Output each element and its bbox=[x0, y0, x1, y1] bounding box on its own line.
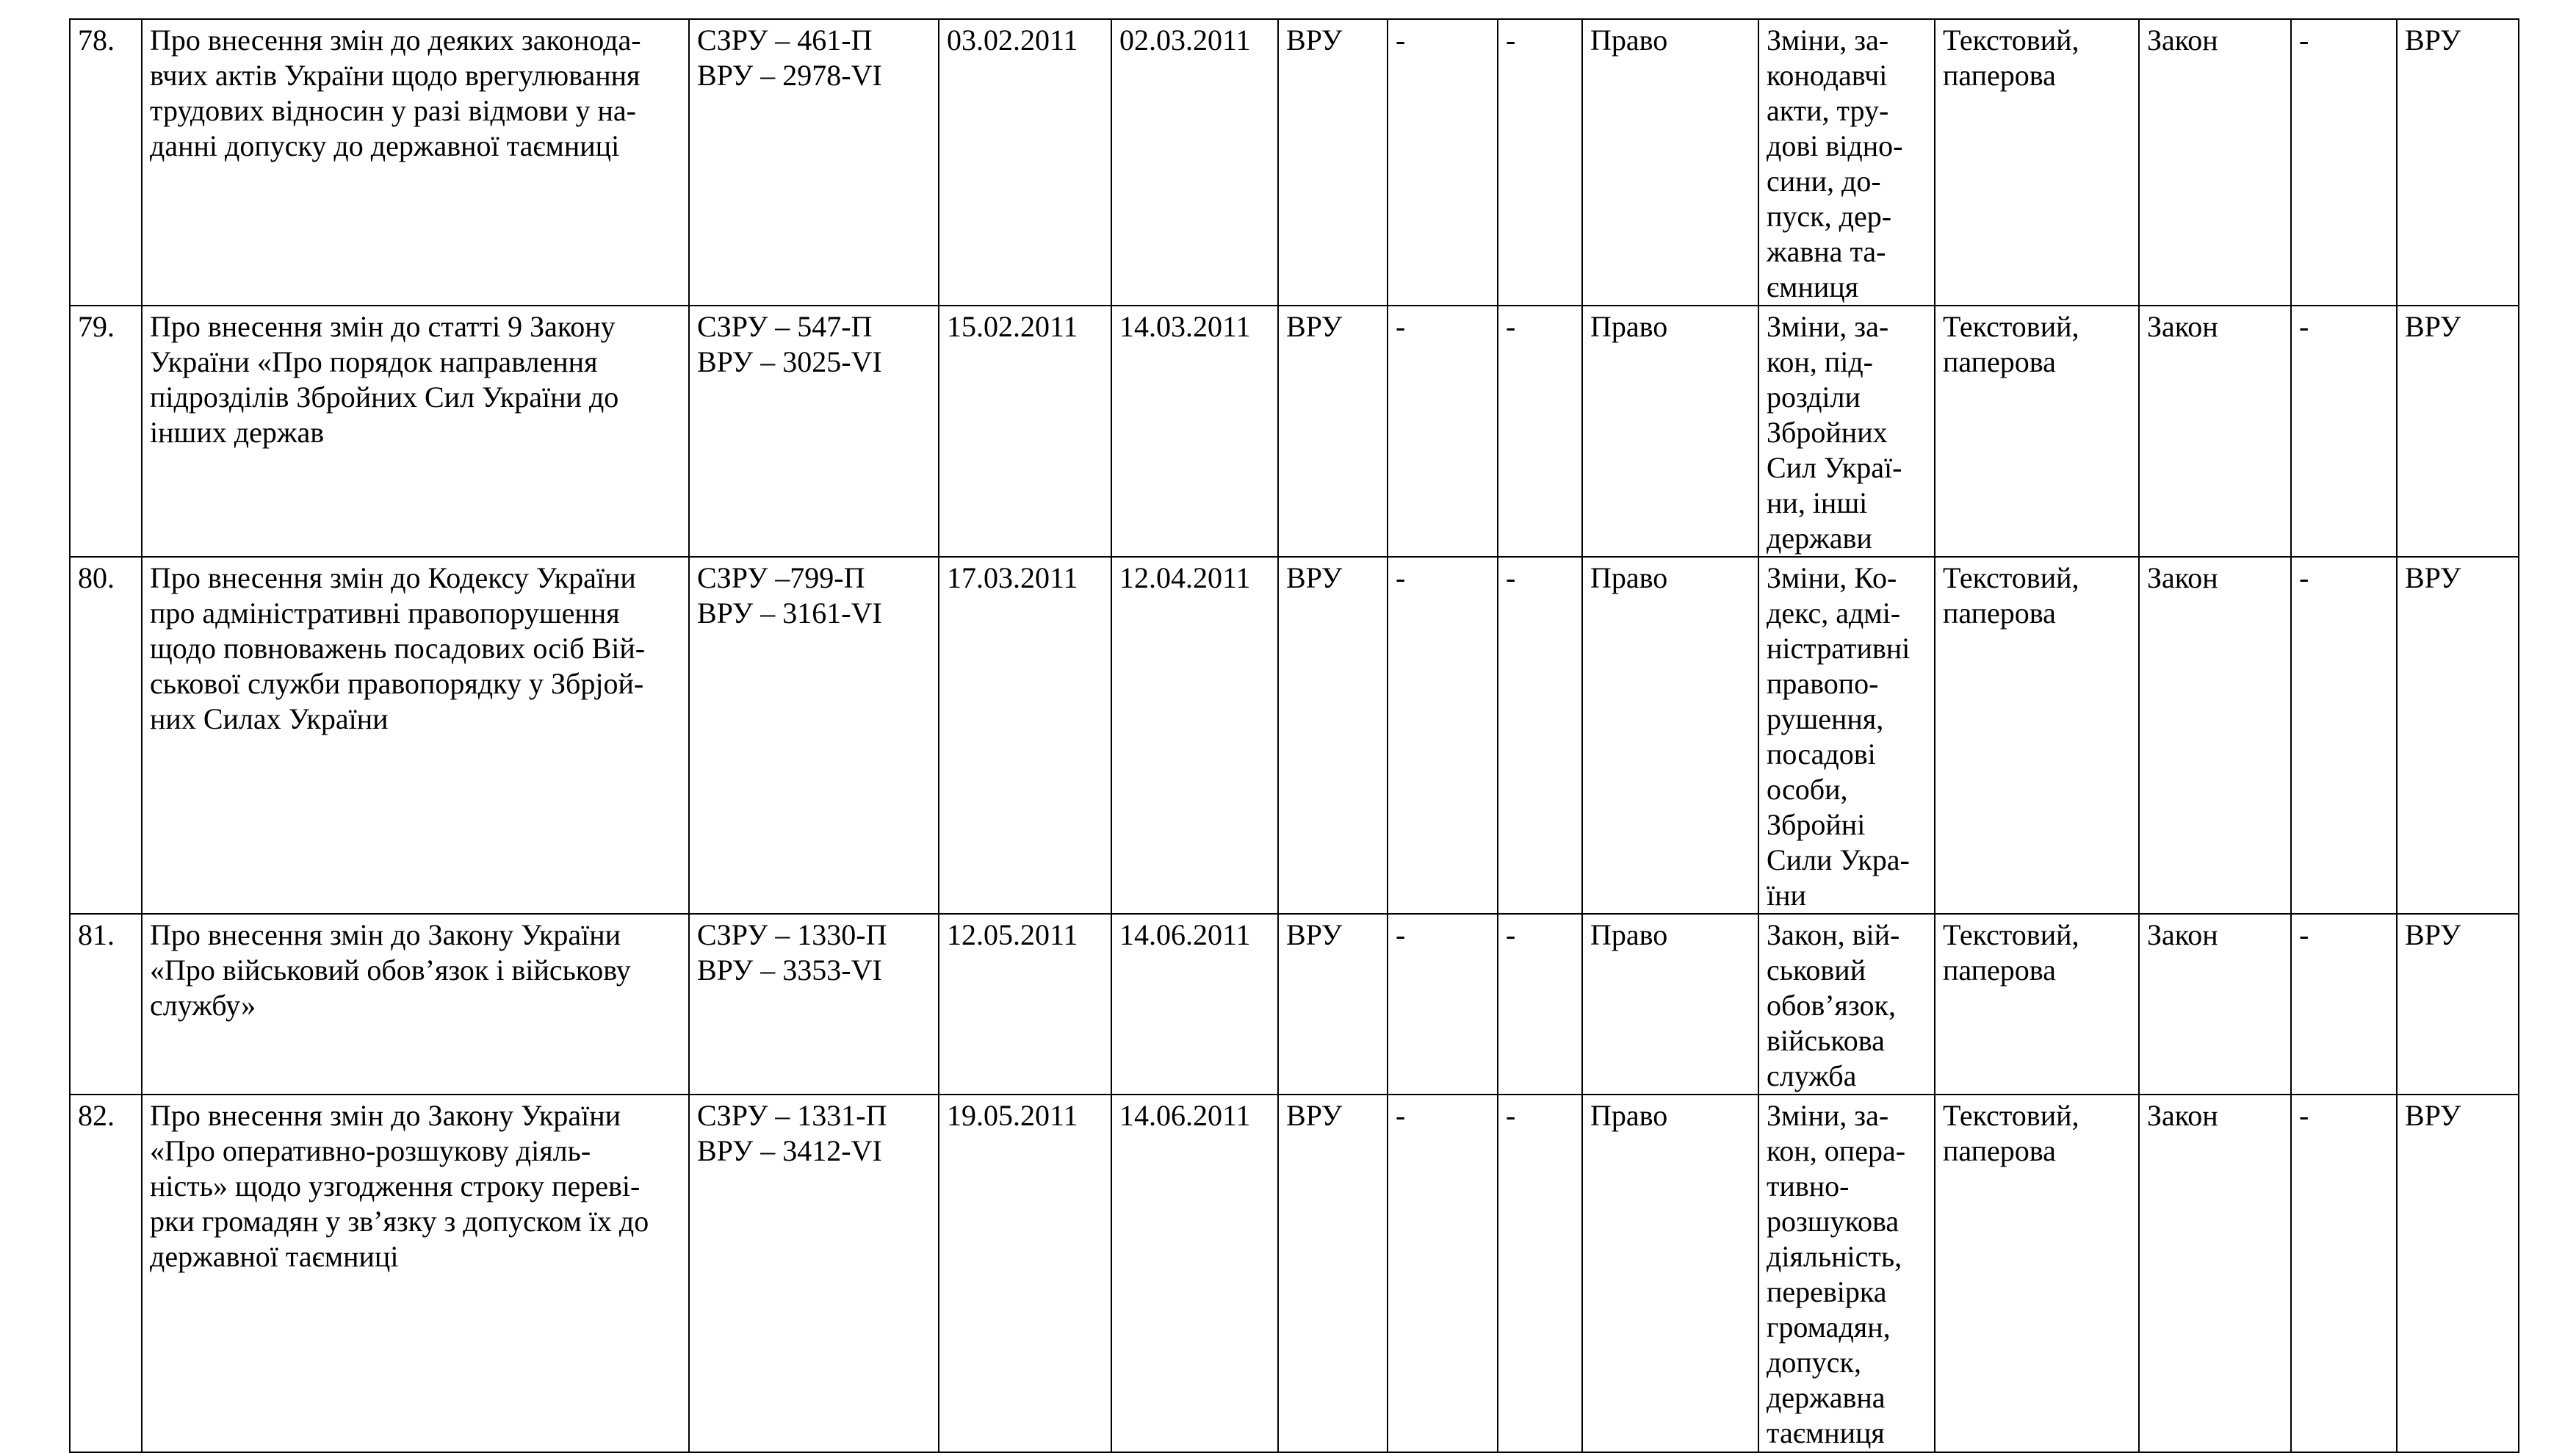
row-title-cell bbox=[142, 19, 689, 306]
row-title: Про внесення змін до Закону України «Про оперативно-розшукову діяль- ність» щодо узгодження строку переві- рки громадян у зв’язку з допуском їх до державної таємниці bbox=[150, 1099, 649, 1273]
row-keywords-cell bbox=[1758, 1095, 1935, 1452]
row-title-cell bbox=[142, 306, 689, 557]
row-category-cell bbox=[1582, 1095, 1758, 1452]
row-source: ВРУ bbox=[1286, 918, 1343, 951]
row-doc-type-cell bbox=[2139, 1095, 2291, 1452]
row-title-cell bbox=[142, 557, 689, 914]
row-column-14: - bbox=[2299, 1099, 2309, 1132]
row-format: Текстовий, паперова bbox=[1943, 918, 2079, 987]
row-category-cell bbox=[1582, 557, 1758, 914]
row-identifiers: СЗРУ – 1330-П ВРУ – 3353-VI bbox=[697, 918, 887, 987]
row-keywords: Зміни, за- кон, опера- тивно- розшукова діяльність, перевірка громадян, допуск, державна таємниця bbox=[1767, 1099, 1906, 1449]
row-column-7-cell bbox=[1388, 1095, 1498, 1452]
registry-table bbox=[69, 18, 2519, 1453]
row-number: 80. bbox=[78, 561, 115, 594]
row-identifiers: СЗРУ – 547-П ВРУ – 3025-VI bbox=[697, 310, 882, 378]
row-source-cell bbox=[1278, 1095, 1388, 1452]
row-number-cell bbox=[70, 914, 142, 1095]
row-column-8-cell bbox=[1498, 306, 1582, 557]
row-category-cell bbox=[1582, 306, 1758, 557]
row-doc-type-cell bbox=[2139, 19, 2291, 306]
table-row bbox=[70, 557, 2519, 914]
row-format-cell bbox=[1935, 19, 2139, 306]
row-format: Текстовий, паперова bbox=[1943, 310, 2079, 378]
row-keywords: Закон, вій- ськовий обов’язок, військова служба bbox=[1767, 918, 1900, 1092]
row-identifiers: СЗРУ – 461-П ВРУ – 2978-VI bbox=[697, 24, 882, 92]
table-row bbox=[70, 1095, 2519, 1452]
row-doc-type-cell bbox=[2139, 306, 2291, 557]
row-column-8-cell bbox=[1498, 557, 1582, 914]
table-row bbox=[70, 19, 2519, 306]
row-column-8-cell bbox=[1498, 914, 1582, 1095]
row-date-adopted-cell bbox=[939, 914, 1111, 1095]
row-date-adopted-cell bbox=[939, 1095, 1111, 1452]
row-column-7: - bbox=[1396, 918, 1406, 951]
row-format: Текстовий, паперова bbox=[1943, 24, 2079, 92]
row-identifiers-cell bbox=[689, 306, 939, 557]
row-date-registered-cell bbox=[1111, 914, 1278, 1095]
row-column-8: - bbox=[1506, 918, 1516, 951]
row-category: Право bbox=[1590, 1099, 1668, 1132]
row-identifiers: СЗРУ –799-П ВРУ – 3161-VI bbox=[697, 561, 882, 630]
row-column-14: - bbox=[2299, 310, 2309, 343]
row-column-7: - bbox=[1396, 1099, 1406, 1132]
row-number-cell bbox=[70, 1095, 142, 1452]
row-number-cell bbox=[70, 19, 142, 306]
row-doc-type: Закон bbox=[2147, 561, 2218, 594]
row-holder-cell bbox=[2397, 557, 2519, 914]
row-number-cell bbox=[70, 306, 142, 557]
row-column-7-cell bbox=[1388, 306, 1498, 557]
row-title: Про внесення змін до деяких законода- вчих актів України щодо врегулювання трудових відносин у разі відмови у на- данні допуску до державної таємниці bbox=[150, 24, 641, 162]
row-source: ВРУ bbox=[1286, 310, 1343, 343]
row-number: 81. bbox=[78, 918, 115, 951]
row-column-7-cell bbox=[1388, 557, 1498, 914]
row-date-adopted-cell bbox=[939, 19, 1111, 306]
table-row bbox=[70, 914, 2519, 1095]
row-keywords: Зміни, за- конодавчі акти, тру- дові відно- сини, до- пуск, дер- жавна та- ємниця bbox=[1767, 24, 1903, 303]
row-category: Право bbox=[1590, 561, 1668, 594]
row-date-adopted-cell bbox=[939, 306, 1111, 557]
row-source: ВРУ bbox=[1286, 1099, 1343, 1132]
row-date-adopted: 17.03.2011 bbox=[947, 561, 1078, 594]
row-source-cell bbox=[1278, 914, 1388, 1095]
row-date-adopted-cell bbox=[939, 557, 1111, 914]
row-holder-cell bbox=[2397, 19, 2519, 306]
row-format-cell bbox=[1935, 1095, 2139, 1452]
table-row bbox=[70, 306, 2519, 557]
row-column-14-cell bbox=[2291, 306, 2397, 557]
row-category: Право bbox=[1590, 918, 1668, 951]
registry-body bbox=[70, 19, 2519, 1452]
row-format-cell bbox=[1935, 557, 2139, 914]
row-date-registered: 14.06.2011 bbox=[1119, 1099, 1251, 1132]
row-date-registered: 14.06.2011 bbox=[1119, 918, 1251, 951]
row-holder: ВРУ bbox=[2405, 24, 2461, 57]
row-column-14-cell bbox=[2291, 557, 2397, 914]
row-date-registered: 14.03.2011 bbox=[1119, 310, 1251, 343]
row-column-8-cell bbox=[1498, 19, 1582, 306]
row-keywords: Зміни, Ко- декс, адмі- ністративні правопо- рушення, посадові особи, Збройні Сили Укра- їни bbox=[1767, 561, 1911, 912]
row-title: Про внесення змін до статті 9 Закону України «Про порядок направлення підрозділів Збройних Сил України до інших держав bbox=[150, 310, 619, 449]
row-identifiers: СЗРУ – 1331-П ВРУ – 3412-VI bbox=[697, 1099, 887, 1167]
row-keywords: Зміни, за- кон, під- розділи Збройних Сил Украї- ни, інші держави bbox=[1767, 310, 1902, 555]
row-holder: ВРУ bbox=[2405, 310, 2461, 343]
row-column-7-cell bbox=[1388, 19, 1498, 306]
row-column-14-cell bbox=[2291, 1095, 2397, 1452]
row-date-registered: 02.03.2011 bbox=[1119, 24, 1251, 57]
row-source-cell bbox=[1278, 19, 1388, 306]
row-date-registered-cell bbox=[1111, 306, 1278, 557]
row-title: Про внесення змін до Кодексу України про адміністративні правопорушення щодо повноважень посадових осіб Вій- ськової служби правопорядку у Збрjой- них Силах України bbox=[150, 561, 646, 735]
row-column-8: - bbox=[1506, 310, 1516, 343]
row-keywords-cell bbox=[1758, 914, 1935, 1095]
row-column-8: - bbox=[1506, 1099, 1516, 1132]
row-date-registered-cell bbox=[1111, 557, 1278, 914]
row-identifiers-cell bbox=[689, 19, 939, 306]
row-column-8-cell bbox=[1498, 1095, 1582, 1452]
row-column-14: - bbox=[2299, 918, 2309, 951]
row-source-cell bbox=[1278, 557, 1388, 914]
row-column-14: - bbox=[2299, 24, 2309, 57]
row-doc-type: Закон bbox=[2147, 918, 2218, 951]
row-doc-type-cell bbox=[2139, 914, 2291, 1095]
row-column-8: - bbox=[1506, 561, 1516, 594]
row-column-7-cell bbox=[1388, 914, 1498, 1095]
row-column-8: - bbox=[1506, 24, 1516, 57]
row-doc-type-cell bbox=[2139, 557, 2291, 914]
row-date-adopted: 15.02.2011 bbox=[947, 310, 1078, 343]
row-column-14-cell bbox=[2291, 19, 2397, 306]
row-holder: ВРУ bbox=[2405, 561, 2461, 594]
row-column-7: - bbox=[1396, 310, 1406, 343]
row-format-cell bbox=[1935, 914, 2139, 1095]
row-title-cell bbox=[142, 914, 689, 1095]
row-date-adopted: 03.02.2011 bbox=[947, 24, 1078, 57]
row-number: 79. bbox=[78, 310, 115, 343]
row-category: Право bbox=[1590, 310, 1668, 343]
row-identifiers-cell bbox=[689, 557, 939, 914]
row-holder-cell bbox=[2397, 914, 2519, 1095]
row-source: ВРУ bbox=[1286, 561, 1343, 594]
row-format-cell bbox=[1935, 306, 2139, 557]
row-identifiers-cell bbox=[689, 914, 939, 1095]
row-doc-type: Закон bbox=[2147, 310, 2218, 343]
row-date-adopted: 12.05.2011 bbox=[947, 918, 1078, 951]
row-source-cell bbox=[1278, 306, 1388, 557]
row-format: Текстовий, паперова bbox=[1943, 1099, 2079, 1167]
row-column-7: - bbox=[1396, 561, 1406, 594]
row-identifiers-cell bbox=[689, 1095, 939, 1452]
row-date-adopted: 19.05.2011 bbox=[947, 1099, 1078, 1132]
row-category: Право bbox=[1590, 24, 1668, 57]
row-number: 78. bbox=[78, 24, 115, 57]
row-date-registered-cell bbox=[1111, 19, 1278, 306]
row-title-cell bbox=[142, 1095, 689, 1452]
row-category-cell bbox=[1582, 19, 1758, 306]
row-category-cell bbox=[1582, 914, 1758, 1095]
row-column-14-cell bbox=[2291, 914, 2397, 1095]
row-holder-cell bbox=[2397, 1095, 2519, 1452]
row-format: Текстовий, паперова bbox=[1943, 561, 2079, 630]
row-holder-cell bbox=[2397, 306, 2519, 557]
row-column-14: - bbox=[2299, 561, 2309, 594]
row-holder: ВРУ bbox=[2405, 1099, 2461, 1132]
row-holder: ВРУ bbox=[2405, 918, 2461, 951]
row-source: ВРУ bbox=[1286, 24, 1343, 57]
row-title: Про внесення змін до Закону України «Про військовий обов’язок і військову службу» bbox=[150, 918, 631, 1022]
row-number: 82. bbox=[78, 1099, 115, 1132]
row-column-7: - bbox=[1396, 24, 1406, 57]
row-doc-type: Закон bbox=[2147, 1099, 2218, 1132]
row-number-cell bbox=[70, 557, 142, 914]
row-date-registered: 12.04.2011 bbox=[1119, 561, 1251, 594]
row-keywords-cell bbox=[1758, 19, 1935, 306]
row-doc-type: Закон bbox=[2147, 24, 2218, 57]
row-keywords-cell bbox=[1758, 557, 1935, 914]
row-keywords-cell bbox=[1758, 306, 1935, 557]
row-date-registered-cell bbox=[1111, 1095, 1278, 1452]
